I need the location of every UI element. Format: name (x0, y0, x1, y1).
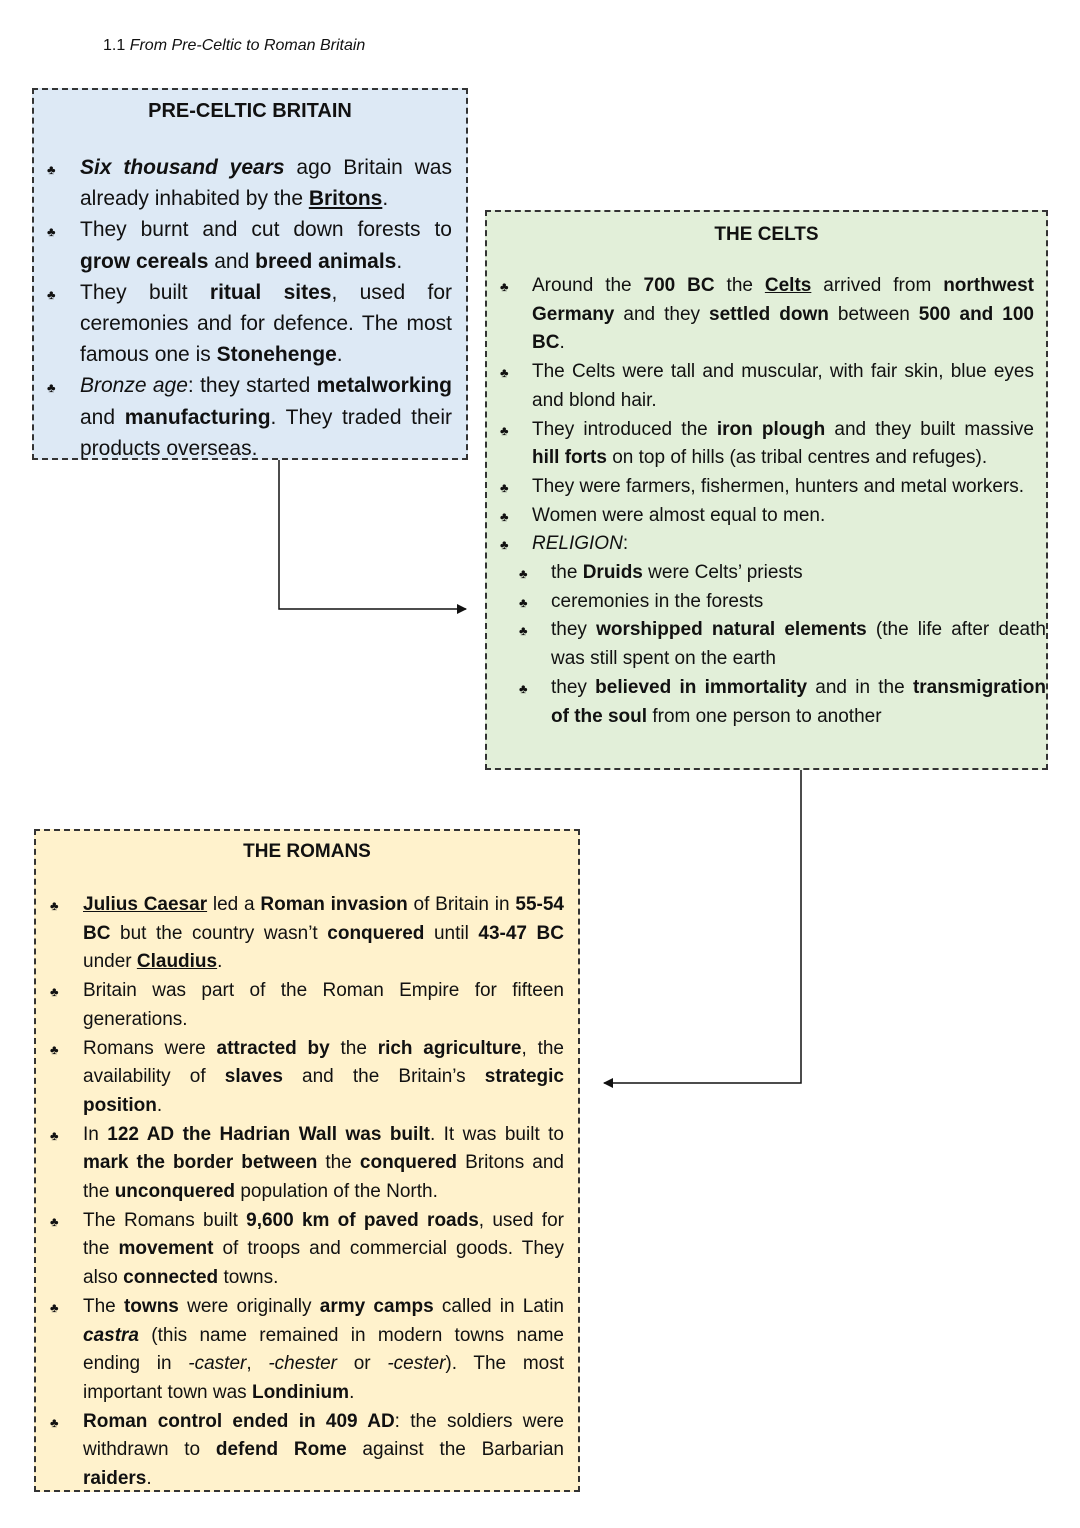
text-run: were originally (178, 1295, 320, 1317)
text-run: Roman control ended in 409 AD (83, 1410, 395, 1432)
list-item (83, 1408, 564, 1494)
text-run: Around the (532, 275, 644, 296)
text-run: Julius Caesar (83, 894, 208, 915)
text-run: they (551, 676, 596, 698)
text-run: or (337, 1353, 388, 1375)
text-run: and (80, 405, 125, 429)
text-run: Roman invasion (260, 894, 408, 915)
text-run: movement (118, 1238, 214, 1260)
romans-title: THE ROMANS (243, 841, 371, 862)
text-run: were Celts’ priests (642, 562, 803, 584)
text-run: towns (123, 1295, 179, 1317)
text-run: population of the North. (235, 1181, 438, 1203)
text-run: led a (207, 894, 261, 915)
text-run: towns. (218, 1267, 279, 1289)
text-run: 500 and 100 BC (532, 303, 1034, 354)
list-item (532, 272, 1034, 358)
section-number: 1.1 (103, 37, 126, 54)
text-run: from one person to another (647, 705, 882, 727)
list-item (551, 559, 1046, 588)
list-item (83, 1121, 564, 1207)
text-run: , used for the (83, 1209, 564, 1260)
text-run: conquered (327, 922, 425, 944)
text-run: Celts (764, 275, 812, 296)
text-run: Britons (308, 187, 383, 211)
text-run: breed animals (255, 249, 397, 273)
text-run: Claudius (136, 951, 218, 973)
text-run: hill forts (532, 447, 607, 469)
text-run: metalworking (316, 374, 452, 398)
text-run: mark the border between (83, 1152, 318, 1174)
text-run: They were farmers, fishermen, hunters and metal workers. (532, 475, 1025, 497)
text-run: : (622, 533, 629, 555)
text-run: Bronze age (80, 374, 188, 398)
text-run: slaves (224, 1066, 283, 1088)
text-run: the (714, 275, 765, 296)
text-run: -chester (268, 1353, 337, 1375)
text-run: -cester (387, 1353, 446, 1375)
list-item (532, 473, 1034, 502)
text-run: raiders (83, 1468, 147, 1490)
text-run: 55-54 BC (83, 894, 564, 944)
text-run: and they built massive (825, 418, 1034, 440)
list-item (80, 214, 452, 276)
text-run: : the soldiers were withdrawn to (83, 1410, 564, 1461)
text-run: : they started (187, 374, 317, 398)
text-run: believed in immortality (595, 676, 808, 698)
text-run: the (317, 1152, 360, 1174)
text-run: ceremonies in the forests (551, 590, 764, 612)
text-run: In (83, 1123, 108, 1145)
text-run: . (146, 1468, 152, 1490)
arrow-celts-to-romans (604, 770, 801, 1083)
section-title: From Pre-Celtic to Roman Britain (129, 37, 366, 54)
text-run: . They traded their products overseas. (80, 405, 452, 460)
list-item (551, 616, 1046, 673)
list-item (83, 891, 564, 977)
text-run: . (382, 187, 389, 211)
celts-box (485, 210, 1048, 770)
text-run: ). The most important town was (83, 1353, 565, 1403)
romans-list (36, 871, 578, 1494)
text-run: Stonehenge (216, 343, 337, 367)
text-run: (the life after death was still spent on the earth (551, 619, 1046, 670)
text-run: 700 BC (643, 275, 715, 296)
list-item (83, 977, 564, 1034)
text-run: ago Britain was already inhabited by the (80, 156, 452, 211)
text-run: on top of hills (as tribal centres and refuges). (606, 447, 988, 469)
text-run: They built (80, 280, 210, 304)
text-run: castra (83, 1324, 139, 1346)
list-item (551, 674, 1046, 731)
pre-celtic-title: PRE-CELTIC BRITAIN (148, 100, 352, 122)
list-item (532, 358, 1034, 415)
text-run: strategic position (83, 1066, 564, 1116)
list-item (532, 502, 1034, 531)
pre-celtic-list (34, 130, 466, 464)
list-item (83, 1035, 564, 1121)
text-run: -caster (188, 1353, 247, 1375)
text-run: army camps (319, 1295, 434, 1317)
text-run: and (208, 249, 256, 273)
text-run: under (83, 951, 137, 973)
text-run: grow cereals (80, 249, 209, 273)
text-run: The (83, 1295, 124, 1317)
text-run: and the Britain’s (282, 1066, 485, 1088)
text-run: arrived from (811, 275, 944, 296)
celts-title: THE CELTS (714, 224, 819, 245)
text-run: against the Barbarian (346, 1439, 564, 1461)
text-run: (this name remained in modern towns name ending in (83, 1324, 564, 1375)
text-run: They introduced the (532, 418, 717, 440)
text-run: unconquered (114, 1181, 236, 1203)
text-run: connected (123, 1267, 219, 1289)
text-run: Britons and the (83, 1152, 564, 1203)
text-run: and they (614, 303, 710, 325)
celts-list (487, 254, 1046, 559)
text-run: the (329, 1037, 378, 1059)
text-run: but the country wasn’t (110, 922, 328, 944)
text-run: Britain was part of the Roman Empire for fifteen generations. (83, 980, 564, 1030)
text-run: , used for ceremonies and for defence. The most famous one is (80, 280, 452, 367)
text-run: . (156, 1094, 163, 1116)
text-run: transmigration of the soul (551, 676, 1046, 727)
text-run: worshipped natural elements (596, 619, 867, 641)
list-item (80, 370, 452, 464)
text-run: Romans were (83, 1037, 217, 1059)
romans-box (34, 829, 580, 1492)
text-run: attracted by (216, 1037, 330, 1059)
list-item (532, 530, 1034, 559)
text-run: ritual sites (209, 280, 332, 304)
text-run: 43-47 BC (478, 922, 564, 944)
list-item (80, 277, 452, 371)
list-item (551, 588, 1046, 617)
list-item (80, 152, 452, 214)
text-run: 122 AD the Hadrian Wall was built (107, 1123, 430, 1145)
text-run: Six thousand years (80, 156, 285, 179)
text-run: . It was built to (429, 1123, 564, 1145)
text-run: . (336, 343, 343, 367)
pre-celtic-britain-box (32, 88, 468, 460)
text-run: RELIGION (532, 533, 623, 555)
arrow-pre-celtic-to-celts (279, 460, 466, 609)
text-run: until (424, 922, 479, 944)
text-run: 9,600 km of paved roads (246, 1209, 479, 1231)
text-run: . (349, 1381, 355, 1403)
text-run: Druids (582, 562, 643, 584)
list-item (83, 1207, 564, 1293)
text-run: of Britain in (407, 894, 516, 915)
text-run: They burnt and cut down forests to (80, 218, 452, 242)
text-run: of troops and commercial goods. They also (83, 1238, 564, 1289)
text-run: manufacturing (124, 405, 271, 429)
text-run: and in the (807, 676, 913, 698)
celts-religion-list (487, 559, 1046, 731)
text-run: called in Latin (433, 1295, 564, 1317)
text-run: rich agriculture (377, 1037, 522, 1059)
text-run: defend Rome (215, 1439, 347, 1461)
text-run: settled down (709, 303, 829, 325)
text-run: conquered (359, 1152, 458, 1174)
text-run: northwest Germany (532, 275, 1034, 325)
text-run: . (559, 332, 565, 354)
text-run: Londinium (251, 1381, 350, 1403)
text-run: the (551, 562, 583, 584)
text-run: The Celts were tall and muscular, with fair skin, blue eyes and blond hair. (532, 361, 1034, 411)
text-run: Women were almost equal to men. (532, 504, 826, 526)
text-run: , (246, 1353, 269, 1375)
text-run: . (217, 951, 223, 973)
text-run: they (551, 619, 597, 641)
text-run: . (396, 249, 403, 273)
list-item (532, 416, 1034, 473)
text-run: , the availability of (83, 1037, 564, 1088)
text-run: iron plough (716, 418, 826, 440)
text-run: The Romans built (83, 1209, 247, 1231)
list-item (83, 1293, 564, 1408)
text-run: between (828, 303, 919, 325)
